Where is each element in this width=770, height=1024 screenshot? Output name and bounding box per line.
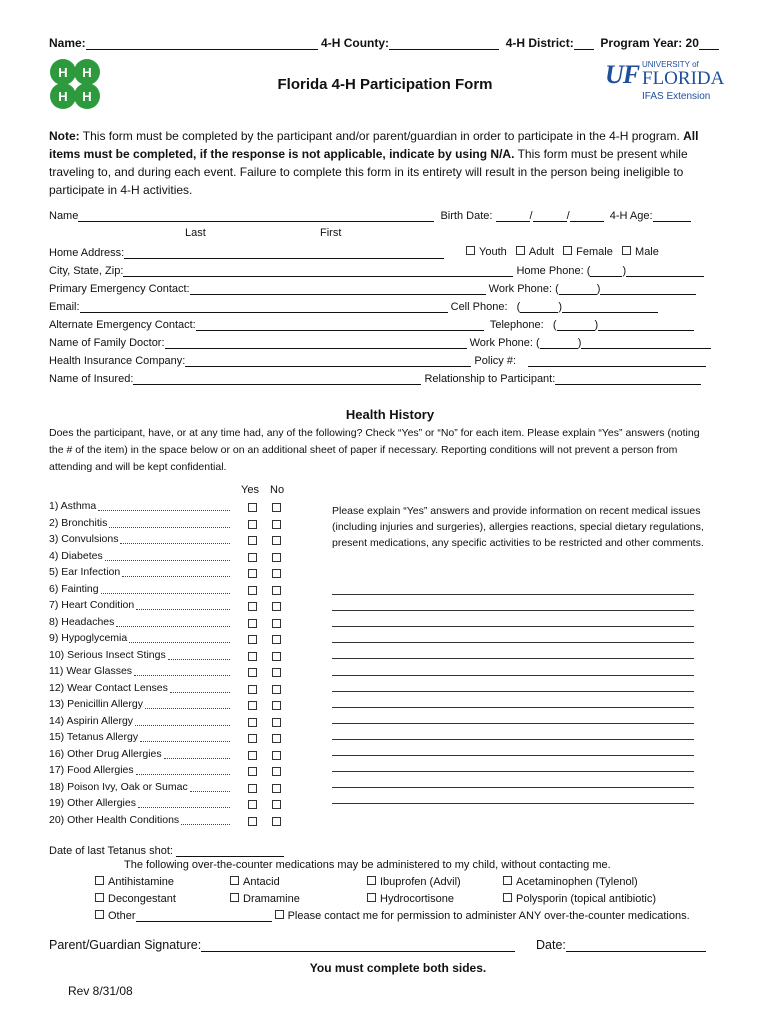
health-item — [49, 682, 168, 694]
work-phone-label: Work Phone: — [488, 283, 553, 295]
explain-line[interactable] — [332, 610, 694, 611]
name-row: Name Birth Date: / / 4-H Age: — [49, 209, 691, 222]
dot-leader — [129, 633, 230, 643]
home-phone-label: Home Phone: — [516, 265, 584, 277]
yes-checkbox[interactable] — [248, 536, 257, 545]
otc-acetaminophen — [503, 876, 638, 888]
antacid-label: Antacid — [243, 876, 280, 888]
yes-checkbox[interactable] — [248, 668, 257, 677]
telephone-area[interactable] — [557, 318, 595, 331]
dot-leader — [135, 716, 230, 726]
tetanus-input[interactable] — [176, 844, 284, 857]
health-item — [49, 665, 132, 677]
explain-line[interactable] — [332, 755, 694, 756]
explain-line[interactable] — [332, 675, 694, 676]
dramamine-label: Dramamine — [243, 893, 300, 905]
uf-university: UNIVERSITY of — [642, 60, 699, 69]
doctor-input[interactable] — [165, 336, 467, 349]
note-label: Note: — [49, 129, 80, 143]
otc-dramamine — [230, 893, 300, 905]
dot-leader — [145, 699, 230, 709]
no-checkbox[interactable] — [272, 635, 281, 644]
acetaminophen-label: Acetaminophen (Tylenol) — [516, 876, 638, 888]
otc-antacid — [230, 876, 280, 888]
no-checkbox[interactable] — [272, 685, 281, 694]
explain-line[interactable] — [332, 594, 694, 595]
decongestant-checkbox[interactable] — [95, 893, 104, 902]
cell-phone-input[interactable] — [562, 300, 658, 313]
health-item — [49, 599, 134, 611]
birth-year[interactable] — [570, 209, 604, 222]
yes-checkbox[interactable] — [248, 520, 257, 529]
health-item-label: 12) Wear Contact Lenses — [49, 681, 168, 694]
yes-checkbox[interactable] — [248, 652, 257, 661]
health-title: Health History — [345, 407, 435, 422]
home-phone-input[interactable] — [626, 264, 704, 277]
health-item — [49, 550, 103, 562]
yes-checkbox[interactable] — [248, 751, 257, 760]
age-label: 4-H Age: — [609, 210, 653, 222]
birth-day[interactable] — [533, 209, 567, 222]
explain-line[interactable] — [332, 642, 694, 643]
adult-checkbox[interactable] — [516, 246, 525, 255]
health-item-label: 17) Food Allergies — [49, 764, 134, 776]
dot-leader — [181, 815, 230, 825]
hydrocortisone-checkbox[interactable] — [367, 893, 376, 902]
health-item — [49, 814, 179, 826]
health-item-label: 20) Other Health Conditions — [49, 813, 180, 826]
health-item — [49, 748, 162, 760]
clover-letter: H — [58, 89, 68, 104]
explain-line[interactable] — [332, 803, 694, 804]
yes-checkbox[interactable] — [248, 553, 257, 562]
policy-label: Policy #: — [474, 355, 516, 367]
no-checkbox[interactable] — [272, 701, 281, 710]
no-checkbox[interactable] — [272, 817, 281, 826]
address-row — [49, 246, 444, 259]
primary-contact-input[interactable] — [190, 282, 486, 295]
health-item-label: 4) Diabetes — [49, 549, 103, 562]
health-item-label: 18) Poison Ivy, Oak or Sumac — [49, 780, 188, 793]
yes-checkbox[interactable] — [248, 569, 257, 578]
insurance-row — [49, 354, 706, 367]
alt-contact-row: Alternate Emergency Contact: Telephone: ( ) — [49, 318, 694, 331]
polysporin-label: Polysporin (topical antibiotic) — [516, 893, 657, 905]
ibuprofen-label: Ibuprofen (Advil) — [380, 876, 461, 888]
relationship-input[interactable] — [555, 372, 701, 385]
contact-checkbox[interactable] — [275, 910, 284, 919]
yes-checkbox[interactable] — [248, 767, 257, 776]
dramamine-checkbox[interactable] — [230, 893, 239, 902]
county-label: 4-H County: — [321, 36, 390, 50]
tetanus-row — [49, 844, 284, 857]
primary-contact-row: Primary Emergency Contact: Work Phone: ( ) — [49, 282, 696, 295]
health-item — [49, 616, 114, 628]
district-blank[interactable] — [574, 37, 594, 50]
alt-contact-input[interactable] — [196, 318, 484, 331]
doctor-label: Name of Family Doctor: — [49, 337, 165, 349]
no-checkbox[interactable] — [272, 734, 281, 743]
revision-label: Rev 8/31/08 — [68, 984, 133, 998]
insured-input[interactable] — [133, 372, 421, 385]
home-address-input[interactable] — [124, 246, 444, 259]
uf-florida: FLORIDA — [642, 68, 725, 89]
last-label: Last — [185, 227, 206, 239]
no-checkbox[interactable] — [272, 586, 281, 595]
acetaminophen-checkbox[interactable] — [503, 876, 512, 885]
cell-phone-area[interactable] — [520, 300, 558, 313]
type-checkboxes — [466, 246, 659, 258]
no-checkbox[interactable] — [272, 668, 281, 677]
yes-checkbox[interactable] — [248, 503, 257, 512]
note-paragraph — [49, 127, 709, 199]
yes-checkbox[interactable] — [248, 734, 257, 743]
email-row: Email: Cell Phone: ( ) — [49, 300, 658, 313]
county-blank[interactable] — [389, 37, 499, 50]
contact-label: Please contact me for permission to administer ANY over-the-counter medications. — [287, 910, 690, 922]
explain-line[interactable] — [332, 626, 694, 627]
dot-leader — [140, 732, 230, 742]
health-item-label: 16) Other Drug Allergies — [49, 747, 162, 760]
no-checkbox[interactable] — [272, 784, 281, 793]
insurance-input[interactable] — [185, 354, 471, 367]
date-input[interactable] — [566, 937, 706, 952]
ibuprofen-checkbox[interactable] — [367, 876, 376, 885]
dot-leader — [164, 749, 230, 759]
telephone-label: Telephone: — [489, 319, 544, 331]
dot-leader — [134, 666, 230, 676]
signature-row — [49, 937, 706, 952]
dot-leader — [170, 683, 230, 693]
clover-letter: H — [82, 65, 92, 80]
dot-leader — [138, 798, 230, 808]
otc-antihistamine — [95, 876, 174, 888]
signature-input[interactable] — [201, 937, 515, 952]
no-checkbox[interactable] — [272, 503, 281, 512]
dot-leader — [122, 567, 230, 577]
yes-checkbox[interactable] — [248, 619, 257, 628]
relationship-label: Relationship to Participant: — [424, 373, 556, 385]
uf-logo — [605, 60, 639, 90]
health-item — [49, 781, 188, 793]
health-item — [49, 500, 96, 512]
no-checkbox[interactable] — [272, 800, 281, 809]
male-checkbox[interactable] — [622, 246, 631, 255]
yes-checkbox[interactable] — [248, 586, 257, 595]
email-input[interactable] — [80, 300, 448, 313]
health-item-label: 19) Other Allergies — [49, 797, 136, 809]
dot-leader — [101, 584, 230, 594]
both-sides-notice: You must complete both sides. — [309, 961, 487, 975]
otc-ibuprofen — [367, 876, 461, 888]
health-item — [49, 731, 138, 743]
signature-label: Parent/Guardian Signature: — [49, 938, 202, 952]
explain-line[interactable] — [332, 723, 694, 724]
otc-polysporin — [503, 893, 656, 905]
no-checkbox[interactable] — [272, 718, 281, 727]
note-text-2: This form must be present while traveling to, and during each event. Failure to complete this form in its entirety will result in the person being ineligible to participate in 4-H activities. — [49, 147, 688, 197]
health-item-label: 3) Convulsions — [49, 533, 119, 545]
explain-line[interactable] — [332, 787, 694, 788]
decongestant-label: Decongestant — [108, 893, 176, 905]
yes-checkbox[interactable] — [248, 685, 257, 694]
health-item — [49, 715, 133, 727]
hydrocortisone-label: Hydrocortisone — [380, 893, 454, 905]
dot-leader — [136, 765, 230, 775]
female-checkbox[interactable] — [563, 246, 572, 255]
work-phone-2-input[interactable] — [581, 336, 711, 349]
explain-line[interactable] — [332, 691, 694, 692]
no-checkbox[interactable] — [272, 553, 281, 562]
health-intro: Does the participant, have, or at any time had, any of the following? Check “Yes” or “No” for each item. Please explain “Yes” answers (noting the # of the item) in the space below or on an additional sheet of paper if necessary. Reporting conditions will not prevent a person from attending and will be kept confidential. — [49, 427, 700, 473]
health-item-label: 14) Aspirin Allergy — [49, 714, 134, 727]
health-item-label: 10) Serious Insect Stings — [49, 648, 166, 661]
yes-checkbox[interactable] — [248, 817, 257, 826]
health-item — [49, 649, 166, 661]
note-text-1: This form must be completed by the participant and/or parent/guardian in order to participate in the 4-H program. — [82, 129, 680, 143]
birth-date-label: Birth Date: — [440, 210, 493, 222]
health-item — [49, 797, 136, 809]
city-label: City, State, Zip: — [49, 265, 124, 277]
health-item-label: 5) Ear Infection — [49, 566, 121, 578]
youth-label: Youth — [479, 246, 507, 258]
yes-checkbox[interactable] — [248, 602, 257, 611]
clover-letter: H — [82, 89, 92, 104]
health-item-label: 7) Heart Condition — [49, 599, 135, 611]
age-input[interactable] — [653, 209, 691, 222]
other-label: Other — [108, 910, 136, 922]
work-phone-area[interactable] — [559, 282, 597, 295]
primary-contact-label: Primary Emergency Contact: — [49, 283, 190, 295]
explain-line[interactable] — [332, 707, 694, 708]
cell-phone-label: Cell Phone: — [450, 301, 508, 313]
no-checkbox[interactable] — [272, 520, 281, 529]
antihistamine-label: Antihistamine — [108, 876, 175, 888]
polysporin-checkbox[interactable] — [503, 893, 512, 902]
email-label: Email: — [49, 301, 80, 313]
insurance-label: Health Insurance Company: — [49, 355, 186, 367]
female-label: Female — [576, 246, 613, 258]
doctor-row: Name of Family Doctor: Work Phone: ( ) — [49, 336, 711, 349]
other-input[interactable] — [136, 909, 272, 922]
city-input[interactable] — [123, 264, 513, 277]
health-item-label: 9) Hypoglycemia — [49, 632, 128, 644]
telephone-input[interactable] — [598, 318, 694, 331]
otc-other-row — [95, 909, 690, 922]
health-item — [49, 632, 127, 644]
explain-text: Please explain “Yes” answers and provide information on recent medical issues (including injuries and surgeries), allergies reactions, special dietary regulations, present medications, any specific activities to be restricted and other comments. — [332, 505, 704, 549]
otc-intro: The following over-the-counter medications may be administered to my child, without contacting me. — [124, 859, 611, 871]
otc-decongestant — [95, 893, 176, 905]
policy-input[interactable] — [528, 354, 706, 367]
work-phone-2-area[interactable] — [540, 336, 578, 349]
no-checkbox[interactable] — [272, 536, 281, 545]
date-label: Date: — [536, 938, 566, 952]
birth-month[interactable] — [496, 209, 530, 222]
no-header: No — [270, 484, 285, 496]
health-item — [49, 533, 118, 545]
no-checkbox[interactable] — [272, 767, 281, 776]
district-label: 4-H District: — [505, 36, 574, 50]
dot-leader — [98, 501, 230, 511]
health-item — [49, 566, 120, 578]
male-label: Male — [635, 246, 659, 258]
adult-label: Adult — [528, 246, 554, 258]
youth-checkbox[interactable] — [466, 246, 475, 255]
health-item-label: 6) Fainting — [49, 582, 99, 595]
insured-row — [49, 372, 701, 385]
home-address-label: Home Address: — [49, 247, 125, 259]
health-item-label: 13) Penicillin Allergy — [49, 698, 143, 710]
health-item — [49, 698, 143, 710]
dot-leader — [105, 551, 230, 561]
antacid-checkbox[interactable] — [230, 876, 239, 885]
work-phone-input[interactable] — [600, 282, 696, 295]
tetanus-label: Date of last Tetanus shot: — [49, 845, 173, 857]
name-field-label: Name — [49, 210, 79, 222]
health-item — [49, 517, 107, 529]
dot-leader — [120, 534, 230, 544]
health-item-label: 11) Wear Glasses — [49, 665, 133, 677]
dot-leader — [109, 518, 230, 528]
explain-line[interactable] — [332, 739, 694, 740]
uf-ifas: IFAS Extension — [642, 91, 711, 102]
yes-checkbox[interactable] — [248, 635, 257, 644]
dot-leader — [116, 617, 230, 627]
first-label: First — [320, 227, 342, 239]
dot-leader — [168, 650, 230, 660]
no-checkbox[interactable] — [272, 569, 281, 578]
work-phone-2-label: Work Phone: — [469, 337, 533, 349]
antihistamine-checkbox[interactable] — [95, 876, 104, 885]
note-bold: All items must be completed, if the response is not applicable, indicate by using N/A. — [49, 129, 699, 161]
clover-letter: H — [58, 65, 68, 80]
health-item-label: 1) Asthma — [49, 500, 97, 512]
health-item — [49, 583, 99, 595]
dot-leader — [190, 782, 230, 792]
otc-hydrocortisone — [367, 893, 454, 905]
alt-contact-label: Alternate Emergency Contact: — [49, 319, 196, 331]
yes-checkbox[interactable] — [248, 701, 257, 710]
health-item-label: 15) Tetanus Allergy — [49, 731, 139, 743]
yes-checkbox[interactable] — [248, 800, 257, 809]
page-title: Florida 4-H Participation Form — [277, 76, 493, 93]
home-phone-area[interactable] — [590, 264, 622, 277]
no-checkbox[interactable] — [272, 619, 281, 628]
yes-header: Yes — [241, 484, 259, 496]
no-checkbox[interactable] — [272, 652, 281, 661]
insured-label: Name of Insured: — [49, 373, 134, 385]
no-checkbox[interactable] — [272, 751, 281, 760]
yes-checkbox[interactable] — [248, 718, 257, 727]
no-checkbox[interactable] — [272, 602, 281, 611]
health-item-label: 8) Headaches — [49, 615, 115, 628]
name-blank[interactable] — [86, 37, 318, 50]
year-label: Program Year: 20 — [600, 36, 699, 50]
health-item — [49, 764, 134, 776]
city-row: City, State, Zip: Home Phone: ( ) — [49, 264, 704, 277]
name-input[interactable] — [78, 209, 434, 222]
explain-line[interactable] — [332, 771, 694, 772]
health-item-label: 2) Bronchitis — [49, 516, 108, 529]
year-blank[interactable] — [699, 37, 719, 50]
yes-checkbox[interactable] — [248, 784, 257, 793]
explain-line[interactable] — [332, 658, 694, 659]
dot-leader — [136, 600, 230, 610]
uf-mark: UF — [605, 60, 640, 89]
header-row — [49, 36, 719, 50]
other-checkbox[interactable] — [95, 910, 104, 919]
name-label: Name: — [49, 36, 86, 50]
